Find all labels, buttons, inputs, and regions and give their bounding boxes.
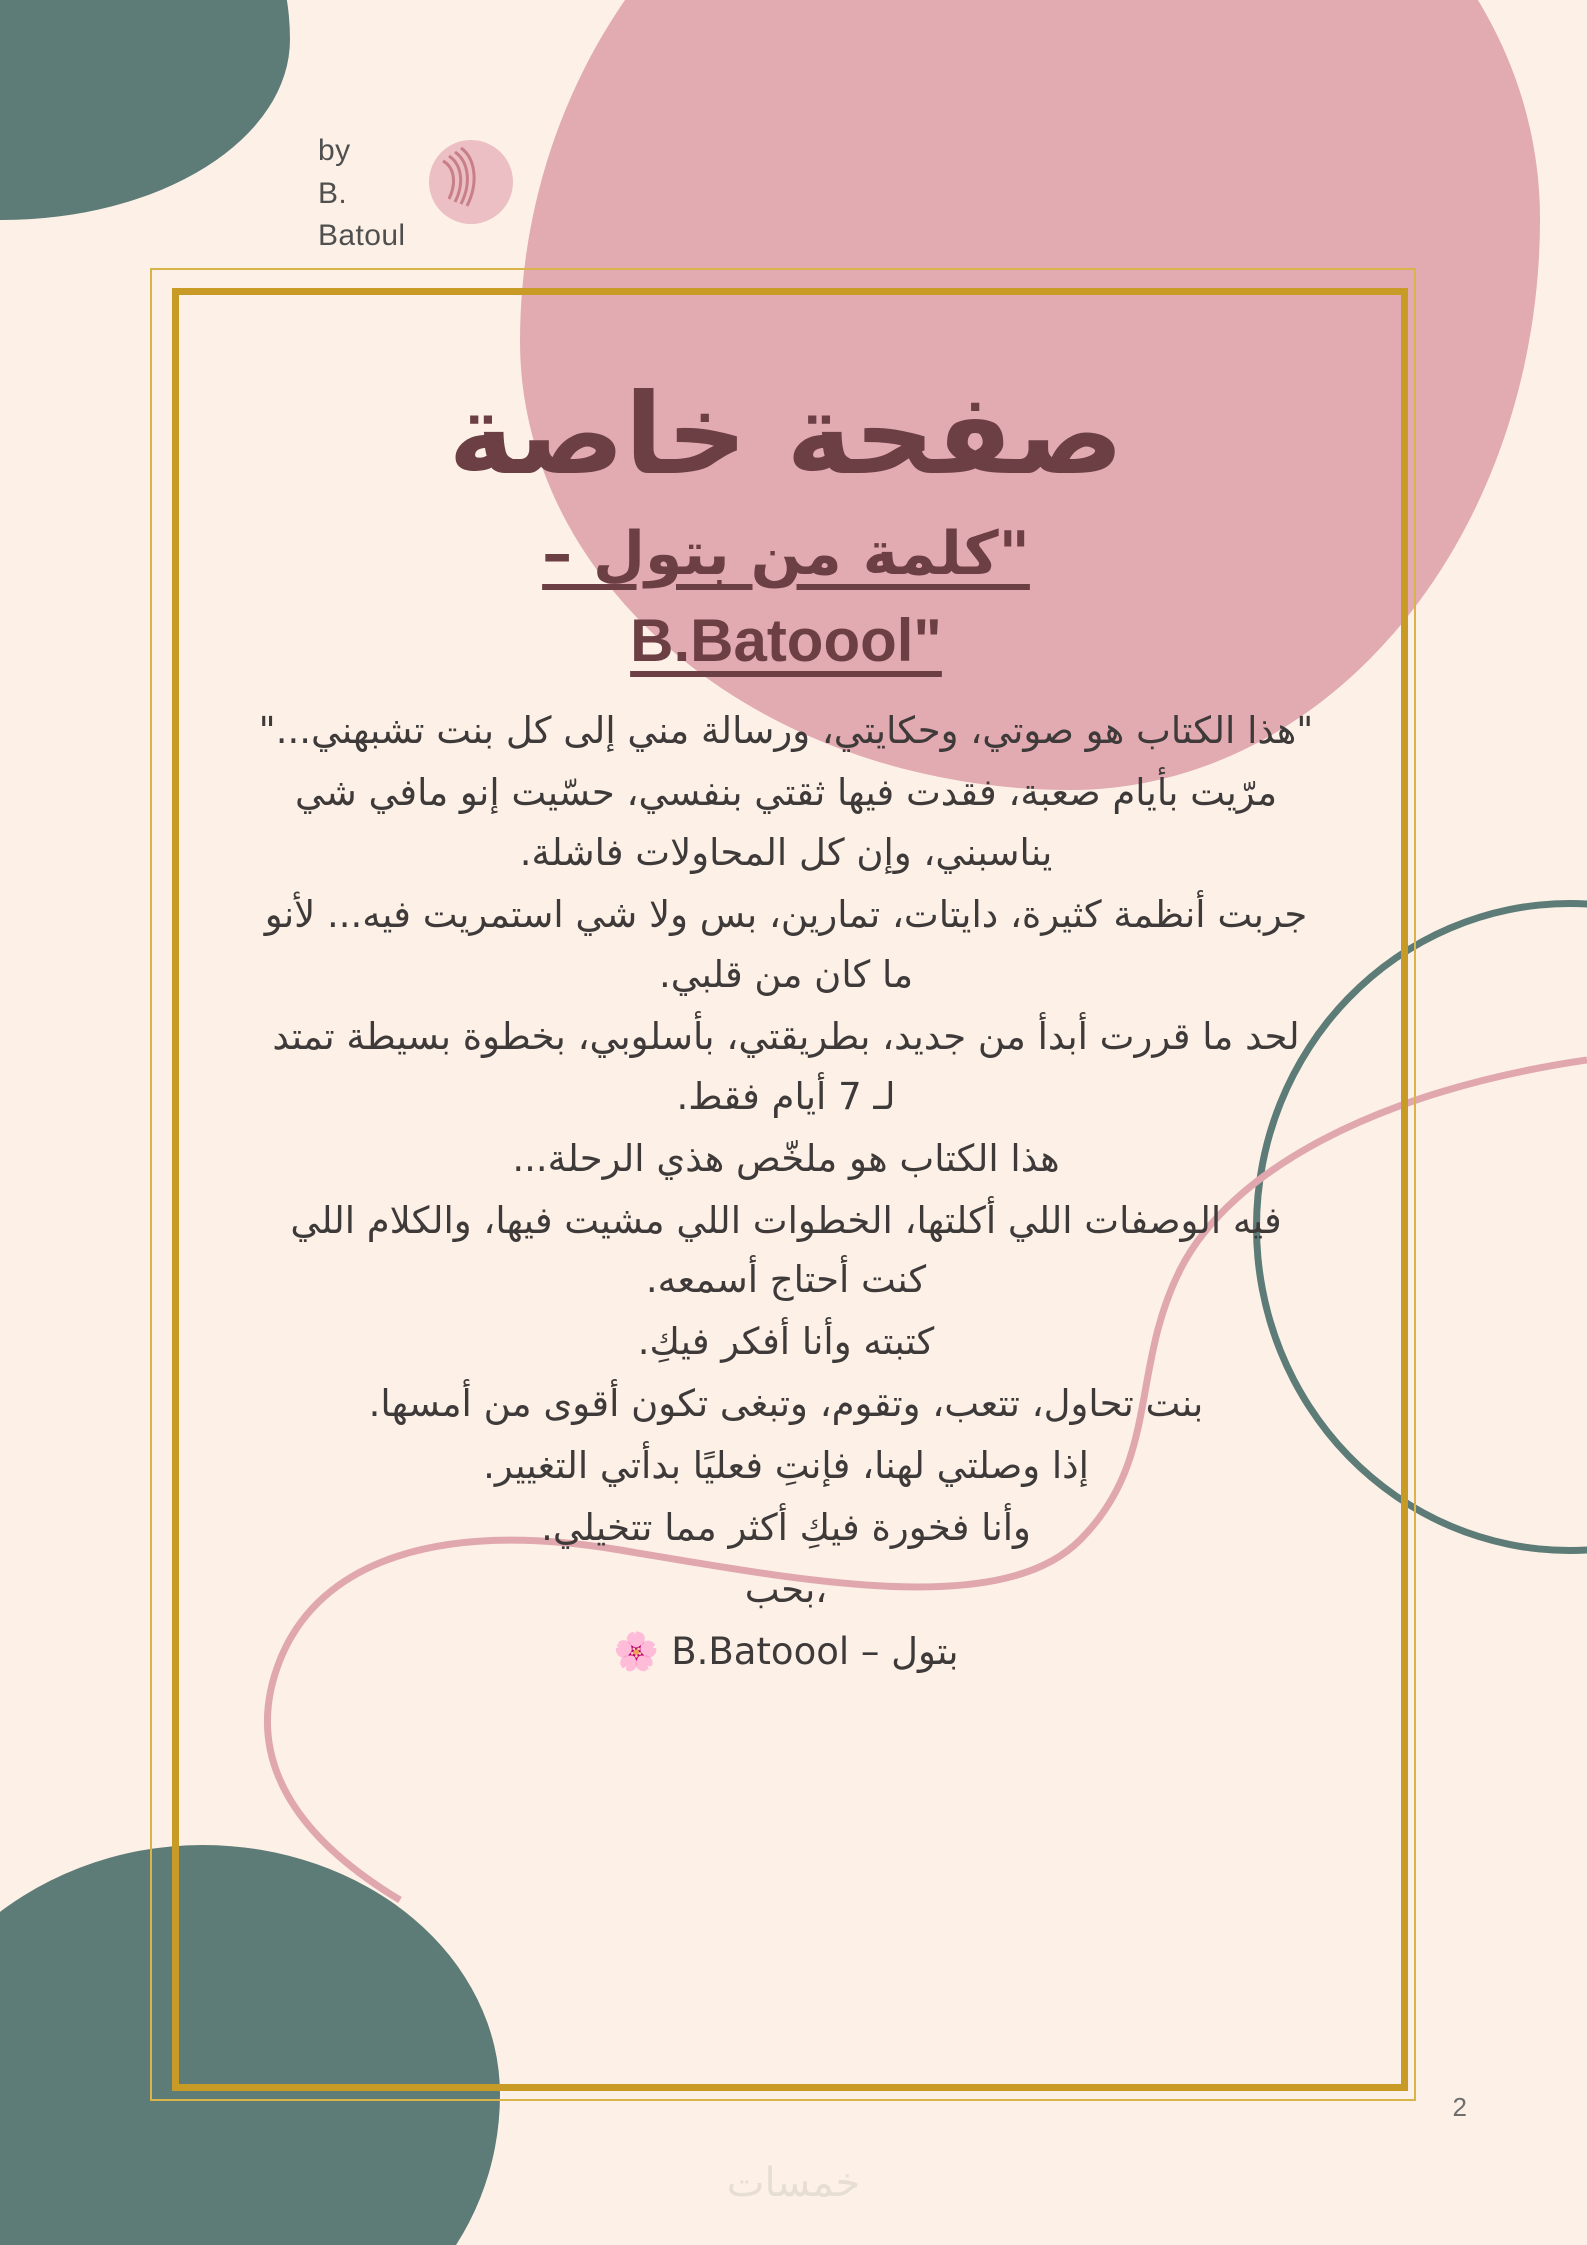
watermark-text: خمسات xyxy=(726,2160,861,2206)
body-paragraph: وأنا فخورة فيكِ أكثر مما تتخيلي. xyxy=(541,1506,1031,1550)
closing-line: ،بحب xyxy=(744,1568,828,1612)
body-paragraph: مرّيت بأيام صعبة، فقدت فيها ثقتي بنفسي، حسّيت إنو مافي شي يناسبني، وإن كل المحاولات فاشلة. xyxy=(294,770,1278,874)
body-paragraph: بنت تحاول، تتعب، وتقوم، وتبغى تكون أقوى من أمسها. xyxy=(368,1382,1204,1426)
brand-logo xyxy=(318,130,519,258)
page-subtitle-arabic: "كلمة من بتول – xyxy=(542,519,1030,589)
body-paragraph: "هذا الكتاب هو صوتي، وحكايتي، ورسالة مني إلى كل بنت تشبهني..." xyxy=(258,709,1314,752)
body-paragraph: إذا وصلتي لهنا، فإنتِ فعليًا بدأتي التغيير. xyxy=(483,1444,1089,1488)
body-paragraph: فيه الوصفات اللي أكلتها، الخطوات اللي مشيت فيها، والكلام اللي كنت أحتاج أسمعه. xyxy=(290,1198,1282,1302)
logo-text-block xyxy=(318,130,405,258)
body-paragraph: جربت أنظمة كثيرة، دايتات، تمارين، بس ولا شي استمريت فيه... لأنو ما كان من قلبي. xyxy=(264,892,1308,996)
signature-line: بتول – B.Batoool 🌸 xyxy=(613,1630,959,1674)
teal-blob-top-left xyxy=(0,0,290,220)
page-subtitle-english: B.Batoool" xyxy=(630,607,942,674)
body-paragraph: لحد ما قررت أبدأ من جديد، بطريقتي، بأسلوبي، بخطوة بسيطة تمتد لـ 7 أيام فقط. xyxy=(272,1014,1300,1118)
body-paragraph: هذا الكتاب هو ملخّص هذي الرحلة... xyxy=(512,1136,1060,1180)
body-text xyxy=(256,701,1316,1682)
body-paragraph: كتبته وأنا أفكر فيكِ. xyxy=(637,1320,935,1364)
page-content xyxy=(196,330,1376,1684)
logo-line-batoul: Batoul xyxy=(318,219,406,253)
logo-line-by: by xyxy=(318,134,351,167)
page-number: 2 xyxy=(1452,2092,1467,2122)
page-title: صفحة خاصة xyxy=(448,370,1124,500)
pink-circle-wave-logo-icon xyxy=(423,130,519,226)
logo-line-b: B. xyxy=(318,176,348,210)
